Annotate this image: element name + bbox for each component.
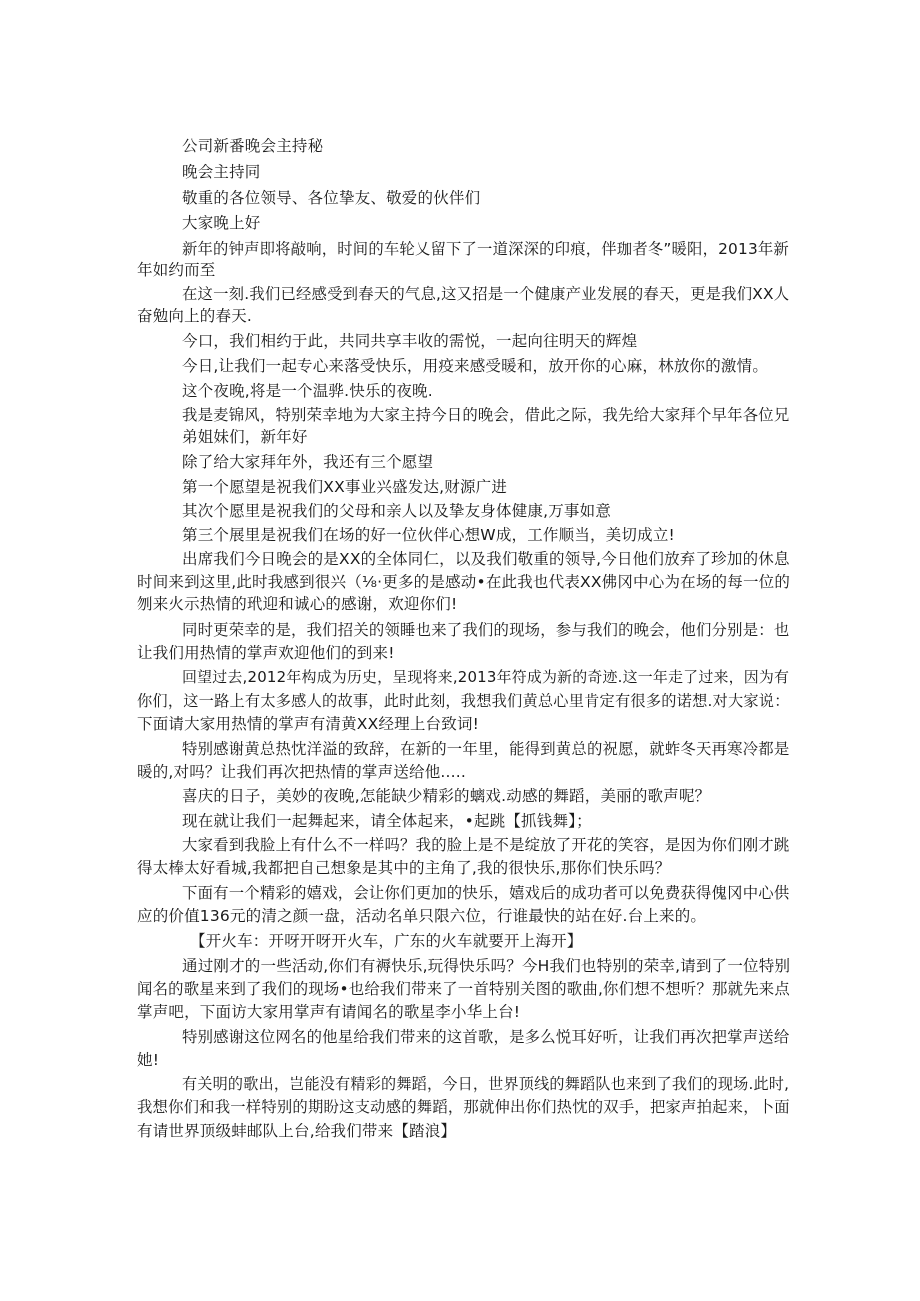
body-line: 下面请大家用热情的掌声有清黄XX经理上台致词! bbox=[137, 715, 480, 733]
body-line: 有请世界顶级蚌邮队上台,给我们带来【踏浪】 bbox=[137, 1122, 457, 1140]
body-line: 今口，我们相约于此，共同共享丰收的需悦，一起向往明天的辉煌 bbox=[182, 332, 638, 350]
doc-title: 公司新番晚会主持秘 bbox=[182, 137, 324, 155]
body-line: 她! bbox=[137, 1051, 160, 1069]
body-line: 通过刚才的一些活动,你们有褥快乐,玩得快乐吗？今H我们也特别的荣幸,请到了一位特别 bbox=[182, 957, 791, 975]
body-line: 暖的,对吗？让我们再次把热情的掌声送给他..... bbox=[137, 763, 467, 781]
doc-subtitle: 晚会主持同 bbox=[182, 163, 261, 181]
body-line: 其次个愿里是祝我们的父母和亲人以及挚友身体健康,万事如意 bbox=[182, 502, 612, 520]
body-line: 现在就让我们一起舞起来，请全体起来，•起跳【抓钱舞】； bbox=[182, 812, 592, 830]
body-line: 时间来到这里,此时我感到很兴（⅛·更多的是感动•在此我也代表XX佛冈中心为在场的每一位的 bbox=[137, 573, 791, 591]
body-line: 掌声吧，下面访大家用掌声有请闻名的歌星李小华上台! bbox=[137, 1003, 521, 1021]
body-line: 新年的钟声即将敲响，时间的车轮乂留下了一道深深的印痕，伴珈者冬”暖阳，2013年新 bbox=[182, 240, 789, 258]
body-line: 除了给大家拜年外，我还有三个愿望 bbox=[182, 453, 434, 471]
body-line: 你们，这一路上有太多感人的故事，此时此刻，我想我们黄总心里肯定有很多的诺想.对大家说： bbox=[137, 692, 790, 710]
body-line: 年如约而至 bbox=[137, 261, 216, 279]
body-line: 下面有一个精彩的嬉戏，会让你们更加的快乐，嬉戏后的成功者可以免费获得傀冈中心供 bbox=[182, 884, 790, 902]
body-line: 第三个展里是祝我们在场的好一位伙伴心想W成，工作顺当，美切成立! bbox=[182, 526, 675, 544]
body-line: 闻名的歌星来到了我们的现场•也给我们带来了一首特别关图的歌曲,你们想不想听？那就先来点 bbox=[137, 980, 790, 998]
body-line: 第一个愿望是祝我们XX事业兴盛发达,财源广进 bbox=[182, 478, 508, 496]
body-line: 特别感谢这位网名的他星给我们带来的这首歌，是多么悦耳好听，让我们再次把掌声送给 bbox=[182, 1028, 790, 1046]
body-line: 有关明的歌出，岂能没有精彩的舞蹈，今日，世界顶线的舞蹈队也来到了我们的现场.此时, bbox=[182, 1075, 790, 1093]
greeting-line: 敬重的各位领导、各位挚友、敬爱的伙伴们 bbox=[182, 189, 481, 207]
body-line: 我想你们和我一样特别的期盼这支动感的舞蹈，那就伸出你们热忱的双手，把家声拍起来，卜面 bbox=[137, 1098, 790, 1116]
greeting-line: 大家晚上好 bbox=[182, 214, 261, 232]
body-line: 喜庆的日子，美妙的夜晚,怎能缺少精彩的螭戏.动感的舞蹈，美丽的歌声呢？ bbox=[182, 787, 711, 805]
body-line: 奋勉向上的春天. bbox=[137, 307, 253, 325]
game-title-line: 【开火车：开呀开呀开火车，广东的火车就要开上海开】 bbox=[190, 932, 583, 950]
body-line: 同时更荣幸的是，我们招关的领睡也来了我们的现场，参与我们的晚会，他们分别是：也 bbox=[182, 621, 790, 639]
body-line: 回望过去,2012年构成为历史，呈现将来,2013年符成为新的奇迹.这一年走了过来，因为有 bbox=[182, 668, 790, 686]
body-line: 在这一刻.我们已经感受到春天的气息,这又招是一个健康产业发展的春天，更是我们XX人 bbox=[182, 285, 790, 303]
body-line: 应的价值136元的清之颜一盘，活动名单只限六位，行谁最快的站在好.台上来的。 bbox=[137, 907, 707, 925]
body-line: 得太棒太好看城,我都把自己想象是其中的主角了,我的很快乐,那你们快乐吗？ bbox=[137, 859, 671, 877]
body-line: 让我们用热情的掌声欢迎他们的到来! bbox=[137, 644, 395, 662]
body-line: 特别感谢黄总热忱洋溢的致辞，在新的一年里，能得到黄总的祝愿，就蚱冬天再寒冷都是 bbox=[182, 740, 790, 758]
body-line: 我是麦锦风，特别荣幸地为大家主持今日的晚会，借此之际，我先给大家拜个早年各位兄 bbox=[182, 406, 790, 424]
body-line: 大家看到我脸上有什么不一样吗？我的脸上是不是绽放了开花的笑容，是因为你们刚才跳 bbox=[182, 836, 790, 854]
body-line: 这个夜晚,将是一个温骅.快乐的夜晚. bbox=[182, 382, 433, 400]
body-line: 刎来火示热情的玳迎和诚心的感谢，欢迎你们! bbox=[137, 595, 458, 613]
body-line: 弟姐妹们，新年好 bbox=[182, 428, 308, 446]
body-line: 今日,让我们一起专心来落受快乐，用疫来感受暖和，放开你的心麻，林放你的激情。 bbox=[182, 357, 769, 375]
body-line: 出席我们今日晚会的是XX的全体同仁，以及我们敬重的领导,今日他们放弃了珍加的休息 bbox=[182, 550, 790, 568]
